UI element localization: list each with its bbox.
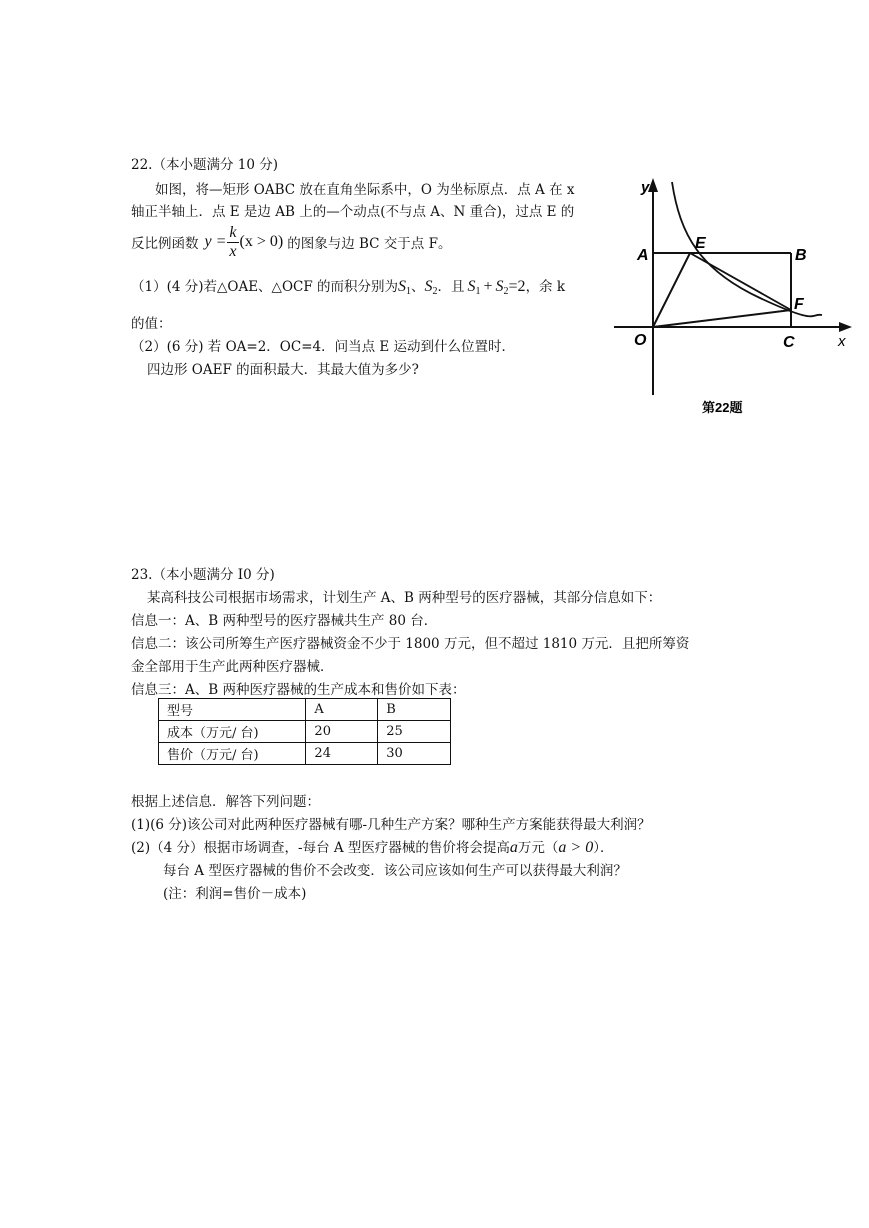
table-header-row bbox=[159, 699, 451, 721]
table-header-cell: A bbox=[306, 699, 378, 721]
q23-part2-mid: 万元（ bbox=[517, 840, 559, 856]
label-A: A bbox=[637, 247, 649, 264]
q23-part2-post: ）． bbox=[593, 840, 614, 856]
label-y: y bbox=[641, 179, 650, 196]
separator: 、 bbox=[411, 279, 425, 295]
table-header-cell: 型号 bbox=[159, 699, 306, 721]
fraction-denominator: x bbox=[229, 242, 237, 260]
s2-symbol: $S_2$ bbox=[424, 278, 438, 297]
q23-info2-line1: 信息二：该公司所筹生产医疗器械资金不少于 1800 万元，但不超过 1810 万元．且把所筹资 bbox=[131, 636, 690, 652]
q22-part1-line2: 的值： bbox=[131, 316, 172, 332]
q22-line2: 轴正半轴上．点 E 是边 AB 上的—个动点(不与点 A、N 重合)，过点 E 的 bbox=[131, 204, 575, 220]
q23-intro: 某高科技公司根据市场需求，计划生产 A、B 两种型号的医疗器械，其部分信息如下： bbox=[147, 590, 662, 606]
fraction-numerator: k bbox=[229, 223, 237, 241]
sum-s2: $S_2$ bbox=[495, 278, 509, 297]
function-y-eq: y = bbox=[204, 233, 227, 250]
segment-OE bbox=[653, 253, 690, 327]
sum-s1: $S_1$ bbox=[467, 278, 481, 297]
q23-header: 23.（本小题满分 I0 分) bbox=[131, 567, 275, 583]
table-row bbox=[159, 721, 451, 743]
q23-note: (注：利润=售价－成本) bbox=[163, 886, 307, 902]
label-E: E bbox=[695, 235, 706, 252]
q23-part2-line2: 每台 A 型医疗器械的售价不会改变．该公司应该如何生产可以获得最大利润？ bbox=[163, 863, 627, 879]
q22-part1-mid: ．且 bbox=[437, 279, 465, 295]
cost-price-table bbox=[158, 698, 451, 765]
q22-part1-pre: （1）(4 分)若△OAE、△OCF 的而积分别为 bbox=[131, 279, 398, 295]
table-cell: 20 bbox=[306, 721, 378, 743]
q22-line1: 如图，将—矩形 OABC 放在直角坐际系中，O 为坐标原点．点 A 在 x bbox=[155, 182, 575, 198]
table-header-cell: B bbox=[378, 699, 451, 721]
table-row bbox=[159, 743, 451, 765]
y-axis-arrow bbox=[648, 178, 658, 192]
q22-line3-pre: 反比例函数 bbox=[131, 236, 199, 252]
q22-part1-post: ，余 k bbox=[525, 279, 566, 295]
label-C: C bbox=[783, 334, 795, 351]
table-cell: 25 bbox=[378, 721, 451, 743]
s1-symbol: $S_1$ bbox=[398, 278, 411, 297]
label-F: F bbox=[794, 296, 804, 313]
label-O: O bbox=[634, 332, 647, 349]
q23-info3: 信息三：A、B 两种医疗器械的生产成本和售价如下表： bbox=[131, 682, 466, 698]
table-cell: 30 bbox=[378, 743, 451, 765]
q22-header: 22.（本小题满分 10 分) bbox=[131, 157, 278, 173]
table-cell: 售价（万元/ 台) bbox=[159, 743, 306, 765]
q22-line3-post: 的图象与边 BC 交于点 F。 bbox=[287, 236, 452, 252]
plus-sign: + bbox=[483, 278, 493, 295]
figure-22 bbox=[0, 0, 869, 440]
x-axis-arrow bbox=[839, 322, 852, 332]
figure-caption: 第22题 bbox=[702, 400, 743, 415]
label-B: B bbox=[795, 247, 807, 264]
domain-condition: (x > 0) bbox=[239, 233, 284, 250]
q22-part2-line1: （2）(6 分) 若 OA=2．OC=4．问当点 E 运动到什么位置时． bbox=[131, 339, 516, 355]
segment-OF bbox=[653, 310, 791, 327]
q23-prompt: 根据上述信息．解答下列问题： bbox=[131, 794, 320, 810]
q23-info1: 信息一：A、B 两种型号的医疗器械共生产 80 台． bbox=[131, 613, 438, 629]
table-cell: 成本（万元/ 台) bbox=[159, 721, 306, 743]
q23-part2 bbox=[131, 836, 613, 857]
segment-EF bbox=[690, 253, 791, 310]
sum-value: =2 bbox=[508, 278, 526, 295]
variable-a: a bbox=[509, 839, 518, 856]
table-cell: 24 bbox=[306, 743, 378, 765]
q23-part1: (1)(6 分)该公司对此两种医疗器械有哪-几种生产方案？哪种生产方案能获得最大利润？ bbox=[131, 817, 651, 833]
q23-part2-pre: (2)（4 分）根据市场调查，-每台 A 型医疗器械的售价将会提高 bbox=[131, 840, 510, 856]
q22-part2-line2: 四边形 OAEF 的面积最大．其最大值为多少? bbox=[147, 362, 419, 378]
a-condition: a > 0 bbox=[558, 839, 594, 856]
q23-info2-line2: 金全部用于生产此两种医疗器械． bbox=[131, 659, 334, 675]
label-x: x bbox=[838, 333, 846, 350]
